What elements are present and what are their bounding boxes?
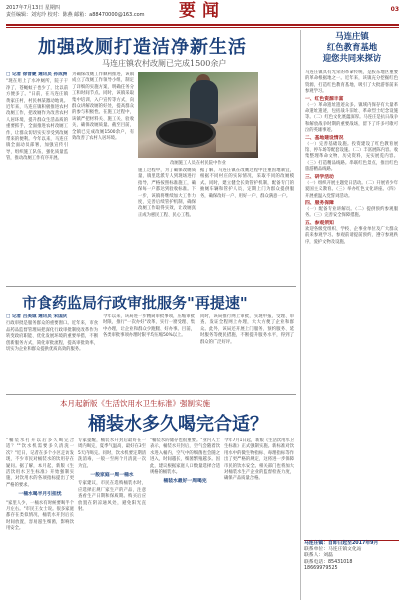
- sidebar-footer: [304, 540, 399, 596]
- sidebar-body: [305, 70, 398, 536]
- sidebar-footer-line-3: 联系电话：85431018: [304, 559, 353, 565]
- story3-text-1b: "家里人少，一桶水有时候要喝半个月左右。"市民王女士说。很多家庭都存在类似情况，桶装水开封后长时间放置，容易滋生细菌，影响饮用安全。: [6, 500, 74, 532]
- story3-col1: [6, 438, 74, 598]
- story3-headline: 桶装水多久喝完合适？: [88, 414, 268, 435]
- story3-col3: [150, 438, 220, 598]
- story1-col4: 据了解，马连庄镇在改厕过程中注重因地制宜，根据不同村庄的实际情况，采取不同的改厕模式。同时，建立健全长效管护机制，配备专门的抽厕车辆和管护人员，定期上门为群众提供服务，确保改好一户、用好一户、群众满意一户。: [200, 168, 294, 199]
- editor-line: 责任编辑：刘宪玲 校对：陈燕 邮箱：a88470000@163.com: [6, 12, 145, 18]
- page-number: 03: [390, 6, 399, 13]
- story1-text-1: "现在用上了水冲厕所，院子干净了，苍蝇蚊子也少了，比以前方便多了。"日前，在马连庄镇黄家庄村，村民林某激动地说。近年来，马连庄镇积极推进农村改厕工作，把改厕作为改善农村人居环境、提升群众生活品质的重要抓手，全面推进农村改厕工作，让群众切切实实享受到改厕带来的便利。今年以来，马连庄镇全面动员部署，加强宣传引导，组织施工队伍，强化质量监管，推动改厕工作有序开展。: [6, 79, 68, 162]
- sidebar-footer-title: 马连庄镇：自即日起至2017年9月: [304, 541, 379, 546]
- sidebar-title-line-1: 马连庄镇: [335, 31, 369, 41]
- story3-text-2b: 专家建议，市民在选购桶装水时，应选择正规厂家生产的产品，注意查看生产日期和保质期。购买后应放置在阴凉通风处，避免阳光直射。: [78, 481, 146, 513]
- photo-worker-body: [190, 80, 218, 124]
- story3-subhead-c: 桶装水最好一周喝完: [163, 479, 207, 485]
- sidebar-footer-line-1: 联系单位：马连庄镇文化站: [304, 547, 362, 553]
- story3-subhead-b: 一般家庭一周一桶水: [90, 473, 134, 479]
- story1-subhead: 马连庄镇农村改厕已完成1500余户: [102, 59, 227, 68]
- divider-2: [6, 394, 296, 395]
- sidebar-section-3-head: 三、研学活动: [305, 174, 334, 180]
- story3-kicker: 本月起新版《生活饮用水卫生标准》强制实施: [60, 399, 210, 408]
- story3-subhead-a: 一桶水喝半月引担忧: [18, 492, 62, 498]
- masthead-rule: [6, 24, 399, 26]
- story3-text-1: "桶装水打开以后多久喝完合适？""饮水机需要多久清洗一次？"近日，记者在多个小区走访发现，不少市民对桶装水的饮用存在疑问。据了解，本月起，新版《生活饮用水卫生标准》开始强制实施，对饮用水的各项指标提出了更严格的要求。: [6, 438, 74, 488]
- sidebar-section-1-text: （一）革命遗址遗迹众多。镇域内保存有大量革命遗址遗迹，包括战斗旧址、革命烈士纪念设施等。（二）红色文化底蕴深厚。马连庄是抗日战争和解放战争时期的重要战场，留下了许多可歌可泣的英雄事迹。: [305, 102, 398, 134]
- story3-text-2: 专家提醒，桶装水开封后最好在一周内喝完，夏季气温高，最好在3至5天内喝完。同时，饮水机要定期清洗消毒，一般一至两个月清洗一次为宜。: [78, 438, 146, 469]
- story2-text-1: 行政审批是服务群众的重要窗口。近年来，市食品药品监督管理局把深化行政审批制度改革作为转变政府职能、优化发展环境的重要举措，不断创新服务方式，简化审批流程，提高审批效率，切实为企业和群众提供优质高效的服务。: [6, 321, 98, 353]
- story1-col2: 为确保改厕工作顺利推进，该镇成立了改厕工作领导小组，制定了详细的实施方案，明确任务分工和时间节点。同时，该镇采取集中培训、入户宣传等方式，向群众讲解改厕的好处，提高群众的参与积极性。在施工过程中，该镇严把材料关、施工关、验收关，确保改厕质量。截至目前，全镇已完成改厕1500余户，有效改善了农村人居环境。: [72, 72, 134, 142]
- story1-photo: [138, 72, 258, 158]
- story1-col3: 施工过程中，为了确保改厕质量，镇里选派专人到现场进行指导，严格按照标准施工，确保每一户都达到验收标准。下一步，该镇将继续加大工作力度，完善后续管护机制，确保改厕工作取得实效，让改厕真正成为惠民工程、民心工程。: [138, 168, 196, 218]
- masthead-info: [6, 5, 156, 19]
- story2-col1: [6, 314, 98, 392]
- sidebar-footer-line-4: 18669979525: [304, 565, 338, 571]
- masthead: [0, 0, 405, 30]
- story1-headline: 加强改厕打造洁净新生活: [38, 37, 247, 58]
- sidebar-section-5-text: 欢迎各级党组织、学校、企事业单位及广大群众前来参观学习。参观前请提前预约，遵守参观秩序，爱护文物及设施。: [305, 226, 398, 245]
- section-title: 要闻: [179, 1, 225, 21]
- sidebar-intro: 马连庄镇具有光荣的革命传统，是胶东地区重要的革命根据地之一。近年来，该镇充分挖掘红色资源，打造红色教育基地，吸引了大批游客前来参观学习。: [305, 70, 398, 95]
- sidebar-section-1-head: 一、红色资源丰富: [305, 96, 344, 102]
- sidebar-footer-line-2: 联系人：刘磊: [304, 553, 333, 559]
- sidebar-section-3-text: （一）组织开展主题党日活动。（二）开展青少年爱国主义教育。（三）举办红色文化讲座。（四）开展重温入党誓词活动。: [305, 180, 398, 199]
- sidebar-section-2-head: 二、基地建设情况: [305, 135, 344, 141]
- story3-text-3: "桶装水的储存也很重要。"业内人士表示，桶装水开封后，空气会随着饮水进入桶内，空气中的细菌也会随之进入，时间越长，细菌繁殖越多。因此，建议根据家庭人口数量选择合适规格的桶装水。: [150, 438, 220, 476]
- photo-stone-wall: [216, 126, 256, 152]
- sidebar-title: [306, 31, 398, 64]
- story1-byline: □ 记者 徐晋婕 通讯员 孙成洲: [6, 72, 68, 77]
- story2-byline: □ 记者 吕美诚 通讯员 宋国庆: [6, 314, 68, 319]
- story2-col3: 同时，该局推行网上审批，实现申报、受理、审查、发证全程网上办理，大大方便了企业和群众。此外，该局还开展上门服务、预约服务、延时服务等便民措施，不断提升服务水平，得到了群众的广泛好评。: [200, 314, 294, 345]
- divider-1: [6, 286, 296, 287]
- masthead-rule-thin: [6, 27, 399, 28]
- story1-photo-caption: 改厕施工人员在村民院中作业: [170, 161, 226, 166]
- sidebar-title-line-2: 红色教育基地: [326, 42, 378, 52]
- sidebar-section-5-head: 五、参观须知: [305, 220, 334, 226]
- story3-col2: [78, 438, 146, 598]
- story2-col2: 今年以来，该局进一步精简审批事项，压缩审批时限，推行"一次办好"改革，实行一窗受理、集中办理，让企业和群众少跑腿、好办事。目前，各类审批事项办理时限平均压缩50%以上。: [103, 314, 195, 339]
- story2-headline: 市食药监局行政审批服务"再提速": [22, 294, 248, 312]
- sidebar-section-4-text: （一）配备专业讲解员。（二）提供预约参观服务。（三）完善安全保障措施。: [305, 206, 398, 219]
- sidebar-section-2-text: （一）完善基础设施。投资建设了红色教育展馆、停车场等配套设施。（二）丰富展陈内容。收集整理革命文物、历史资料，充实展览内容。（三）打造精品线路。串联红色景点，推出红色旅游精品线路。: [305, 141, 398, 173]
- photo-septic-tank: [156, 118, 216, 148]
- sidebar-title-line-3: 迎您共同来探访: [322, 53, 382, 63]
- story3-col4: 今年7月1日起，新版《生活饮用水卫生标准》正式强制实施。新标准对饮用水中的微生物指标、毒理指标等作出了更严格的规定，这将进一步保障市民的饮水安全。相关部门也将加大对桶装水生产企业的监督检查力度，确保产品质量合格。: [224, 438, 294, 482]
- sidebar-section-4-head: 四、服务保障: [305, 200, 334, 206]
- date-line: 2017年7月13日 星期四: [6, 5, 60, 11]
- story1-col1: [6, 72, 68, 282]
